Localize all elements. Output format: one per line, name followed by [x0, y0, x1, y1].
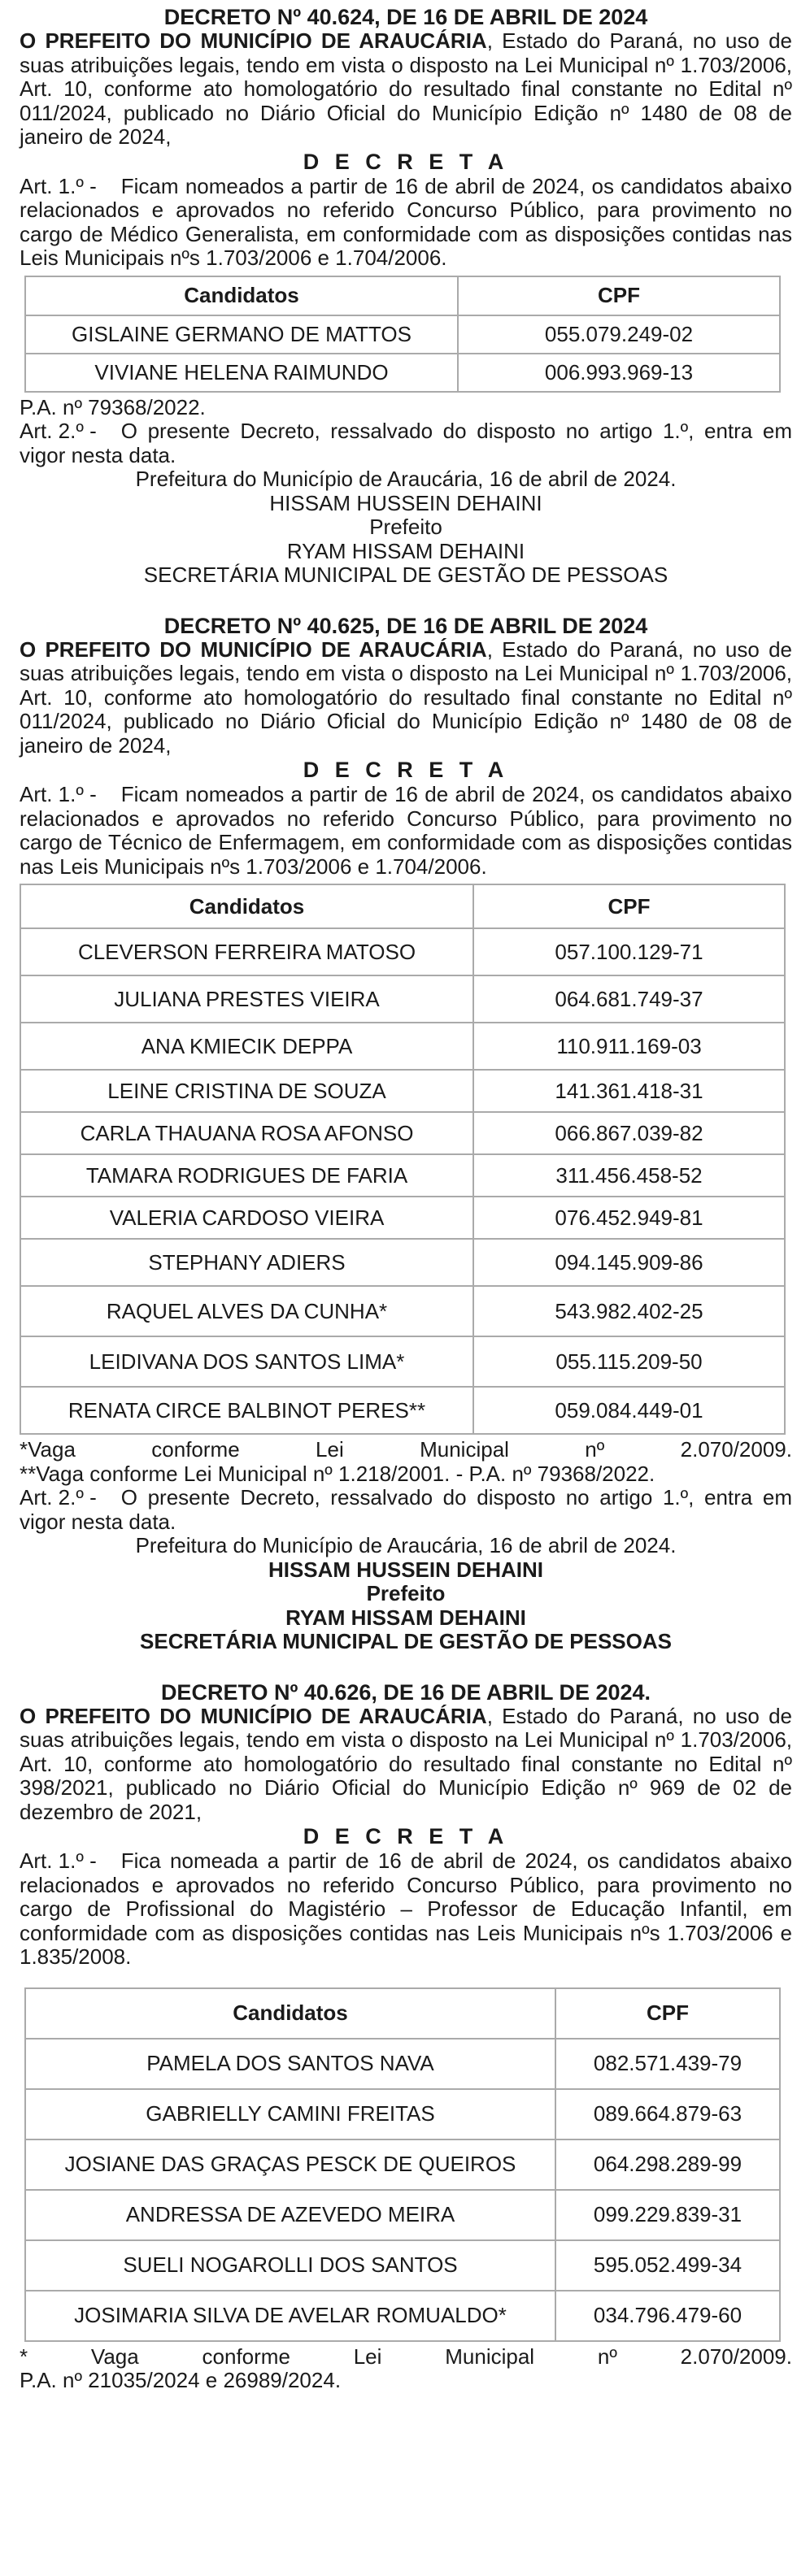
candidate-name: ANA KMIECIK DEPPA — [20, 1023, 473, 1070]
candidate-cpf: 055.079.249-02 — [458, 315, 780, 354]
candidate-cpf: 076.452.949-81 — [473, 1197, 785, 1239]
decree-intro — [20, 1705, 792, 1825]
candidates-table — [20, 884, 786, 1435]
decreta-heading: D E C R E T A — [303, 758, 509, 782]
article-1 — [20, 1849, 792, 1970]
decree-40625 — [20, 614, 792, 1654]
article-1-text: Fica nomeada a partir de 16 de abril de 2024, os candidatos abaixo relacionados e aprovados no referido Concurso Público, para provimento no cargo de Profissional do Magistério – Professor de Educação Infantil, em conformidade com as disposições contidas nas Leis Municipais nºs 1.703/2006 e 1.835/2008. — [20, 1848, 792, 1969]
candidate-name: CLEVERSON FERREIRA MATOSO — [20, 928, 473, 975]
candidate-cpf: 543.982.402-25 — [473, 1286, 785, 1336]
table-row — [20, 1070, 785, 1112]
header-candidatos: Candidatos — [25, 1988, 555, 2039]
process-note: P.A. nº 21035/2024 e 26989/2024. — [20, 2368, 342, 2392]
intro-text: , Estado do Paraná, no uso de suas atribuições legais, tendo em vista o disposto na Lei Municipal nº 1.703/2006, Art. 10, conforme ato homologatório do resultado final constante no Edital nº 011/2024, publicado no Diário Oficial do Município Edição nº 1480 de 08 de janeiro de 2024, — [20, 636, 792, 758]
candidate-name: GISLAINE GERMANO DE MATTOS — [25, 315, 458, 354]
article-1-text: Ficam nomeados a partir de 16 de abril de 2024, os candidatos abaixo relacionados e aprovados no referido Concurso Público, para provimento no cargo de Médico Generalista, em conformidade com as disposições contidas nas Leis Municipais nºs 1.703/2006 e 1.704/2006. — [20, 173, 792, 270]
candidates-table — [24, 1987, 781, 2342]
header-candidatos: Candidatos — [25, 276, 458, 315]
table-row — [20, 1154, 785, 1197]
intro-text: , Estado do Paraná, no uso de suas atribuições legais, tendo em vista o disposto na Lei Municipal nº 1.703/2006, Art. 10, conforme ato homologatório do resultado final constante no Edital nº 011/2024, publicado no Diário Oficial do Município Edição nº 1480 de 08 de janeiro de 2024, — [20, 28, 792, 149]
decree-title: DECRETO Nº 40.626, DE 16 DE ABRIL DE 2024. — [160, 1679, 651, 1705]
table-row — [20, 1197, 785, 1239]
candidate-cpf: 082.571.439-79 — [555, 2039, 780, 2089]
table-row — [25, 2240, 780, 2291]
signature-secretary-name: RYAM HISSAM DEHAINI — [286, 538, 525, 563]
table-header-row — [20, 884, 785, 928]
footnote-vaga: * Vaga conforme Lei Municipal nº 2.070/2009. — [20, 2344, 792, 2369]
table-row — [25, 2039, 780, 2089]
header-cpf: CPF — [458, 276, 780, 315]
header-candidatos: Candidatos — [20, 884, 473, 928]
signature-mayor-title: Prefeito — [369, 515, 442, 539]
article-1-text: Ficam nomeados a partir de 16 de abril de 2024, os candidatos abaixo relacionados e aprovados no referido Concurso Público, para provimento no cargo de Técnico de Enfermagem, em conformidade com as disposições contidas nas Leis Municipais nºs 1.703/2006 e 1.704/2006. — [20, 782, 792, 879]
table-row — [20, 1239, 785, 1286]
candidate-name: TAMARA RODRIGUES DE FARIA — [20, 1154, 473, 1197]
candidate-name: GABRIELLY CAMINI FREITAS — [25, 2089, 555, 2139]
candidate-cpf: 057.100.129-71 — [473, 928, 785, 975]
table-row — [20, 1023, 785, 1070]
table-row — [20, 1387, 785, 1434]
article-2-text: O presente Decreto, ressalvado do disposto no artigo 1.º, entra em vigor nesta data. — [20, 419, 792, 467]
candidate-cpf: 099.229.839-31 — [555, 2190, 780, 2240]
decree-intro — [20, 638, 792, 758]
candidate-cpf: 066.867.039-82 — [473, 1112, 785, 1154]
table-row — [25, 354, 780, 392]
candidate-cpf: 055.115.209-50 — [473, 1336, 785, 1387]
signature-secretary-title: SECRETÁRIA MUNICIPAL DE GESTÃO DE PESSOAS — [140, 1629, 672, 1653]
article-1-label: Art. 1.º - — [20, 1848, 97, 1873]
candidate-name: VIVIANE HELENA RAIMUNDO — [25, 354, 458, 392]
candidates-table — [24, 276, 781, 393]
candidate-name: STEPHANY ADIERS — [20, 1239, 473, 1286]
article-2-text: O presente Decreto, ressalvado do disposto no artigo 1.º, entra em vigor nesta data. — [20, 1485, 792, 1534]
candidate-cpf: 311.456.458-52 — [473, 1154, 785, 1197]
footnote-vaga: *Vaga conforme Lei Municipal nº 2.070/2009. — [20, 1437, 792, 1462]
candidate-name: PAMELA DOS SANTOS NAVA — [25, 2039, 555, 2089]
decree-40624 — [20, 5, 792, 588]
article-2 — [20, 419, 792, 467]
table-row — [25, 315, 780, 354]
table-row — [25, 2190, 780, 2240]
signature-mayor-name: HISSAM HUSSEIN DEHAINI — [269, 490, 542, 515]
article-1 — [20, 783, 792, 879]
decree-title: DECRETO Nº 40.624, DE 16 DE ABRIL DE 2024 — [163, 5, 648, 29]
candidate-name: JOSIMARIA SILVA DE AVELAR ROMUALDO* — [25, 2291, 555, 2341]
candidate-name: RENATA CIRCE BALBINOT PERES** — [20, 1387, 473, 1434]
table-header-row — [25, 1988, 780, 2039]
signature-secretary-title: SECRETÁRIA MUNICIPAL DE GESTÃO DE PESSOAS — [143, 563, 668, 587]
article-1 — [20, 175, 792, 271]
candidate-cpf: 064.298.289-99 — [555, 2139, 780, 2190]
decree-intro — [20, 29, 792, 150]
candidate-cpf: 064.681.749-37 — [473, 975, 785, 1023]
decreta-heading: D E C R E T A — [303, 149, 509, 174]
table-row — [25, 2291, 780, 2341]
article-2-label: Art. 2.º - — [20, 419, 97, 443]
table-row — [25, 2089, 780, 2139]
signature-place-date: Prefeitura do Município de Araucária, 16 de abril de 2024. — [135, 1533, 677, 1557]
table-row — [25, 2139, 780, 2190]
candidate-cpf: 094.145.909-86 — [473, 1239, 785, 1286]
candidate-name: ANDRESSA DE AZEVEDO MEIRA — [25, 2190, 555, 2240]
intro-bold: O PREFEITO DO MUNICÍPIO DE ARAUCÁRIA — [20, 28, 487, 53]
signature-mayor-title: Prefeito — [366, 1581, 446, 1605]
candidate-cpf: 089.664.879-63 — [555, 2089, 780, 2139]
candidate-name: LEINE CRISTINA DE SOUZA — [20, 1070, 473, 1112]
process-note: P.A. nº 79368/2022. — [20, 394, 206, 419]
candidate-name: JOSIANE DAS GRAÇAS PESCK DE QUEIROS — [25, 2139, 555, 2190]
intro-bold: O PREFEITO DO MUNICÍPIO DE ARAUCÁRIA — [20, 1703, 487, 1728]
table-row — [20, 1336, 785, 1387]
candidate-cpf: 006.993.969-13 — [458, 354, 780, 392]
header-cpf: CPF — [555, 1988, 780, 2039]
table-row — [20, 1286, 785, 1336]
candidate-cpf: 059.084.449-01 — [473, 1387, 785, 1434]
table-header-row — [25, 276, 780, 315]
signature-place-date: Prefeitura do Município de Araucária, 16 de abril de 2024. — [135, 467, 677, 491]
header-cpf: CPF — [473, 884, 785, 928]
candidate-cpf: 034.796.479-60 — [555, 2291, 780, 2341]
signature-secretary-name: RYAM HISSAM DEHAINI — [285, 1605, 526, 1630]
candidate-name: VALERIA CARDOSO VIEIRA — [20, 1197, 473, 1239]
table-row — [20, 928, 785, 975]
article-1-label: Art. 1.º - — [20, 782, 97, 806]
candidate-name: LEIDIVANA DOS SANTOS LIMA* — [20, 1336, 473, 1387]
candidate-cpf: 595.052.499-34 — [555, 2240, 780, 2291]
article-1-label: Art. 1.º - — [20, 173, 97, 198]
candidate-name: CARLA THAUANA ROSA AFONSO — [20, 1112, 473, 1154]
candidate-cpf: 141.361.418-31 — [473, 1070, 785, 1112]
decree-40626 — [20, 1680, 792, 2393]
intro-bold: O PREFEITO DO MUNICÍPIO DE ARAUCÁRIA — [20, 636, 487, 662]
decree-title: DECRETO Nº 40.625, DE 16 DE ABRIL DE 2024 — [163, 613, 648, 638]
article-2-label: Art. 2.º - — [20, 1485, 97, 1510]
table-row — [20, 975, 785, 1023]
table-row — [20, 1112, 785, 1154]
footnote-vaga-process: **Vaga conforme Lei Municipal nº 1.218/2001. - P.A. nº 79368/2022. — [20, 1461, 655, 1486]
article-2 — [20, 1486, 792, 1534]
candidate-name: JULIANA PRESTES VIEIRA — [20, 975, 473, 1023]
signature-mayor-name: HISSAM HUSSEIN DEHAINI — [268, 1557, 544, 1582]
candidate-cpf: 110.911.169-03 — [473, 1023, 785, 1070]
intro-text: , Estado do Paraná, no uso de suas atribuições legais, tendo em vista o disposto na Lei Municipal nº 1.703/2006, Art. 10, conforme ato homologatório do resultado final constante no Edital nº 398/2021, publicado no Diário Oficial do Município Edição nº 969 de 02 de dezembro de 2021, — [20, 1703, 792, 1824]
candidate-name: SUELI NOGAROLLI DOS SANTOS — [25, 2240, 555, 2291]
candidate-name: RAQUEL ALVES DA CUNHA* — [20, 1286, 473, 1336]
decreta-heading: D E C R E T A — [303, 1824, 509, 1848]
